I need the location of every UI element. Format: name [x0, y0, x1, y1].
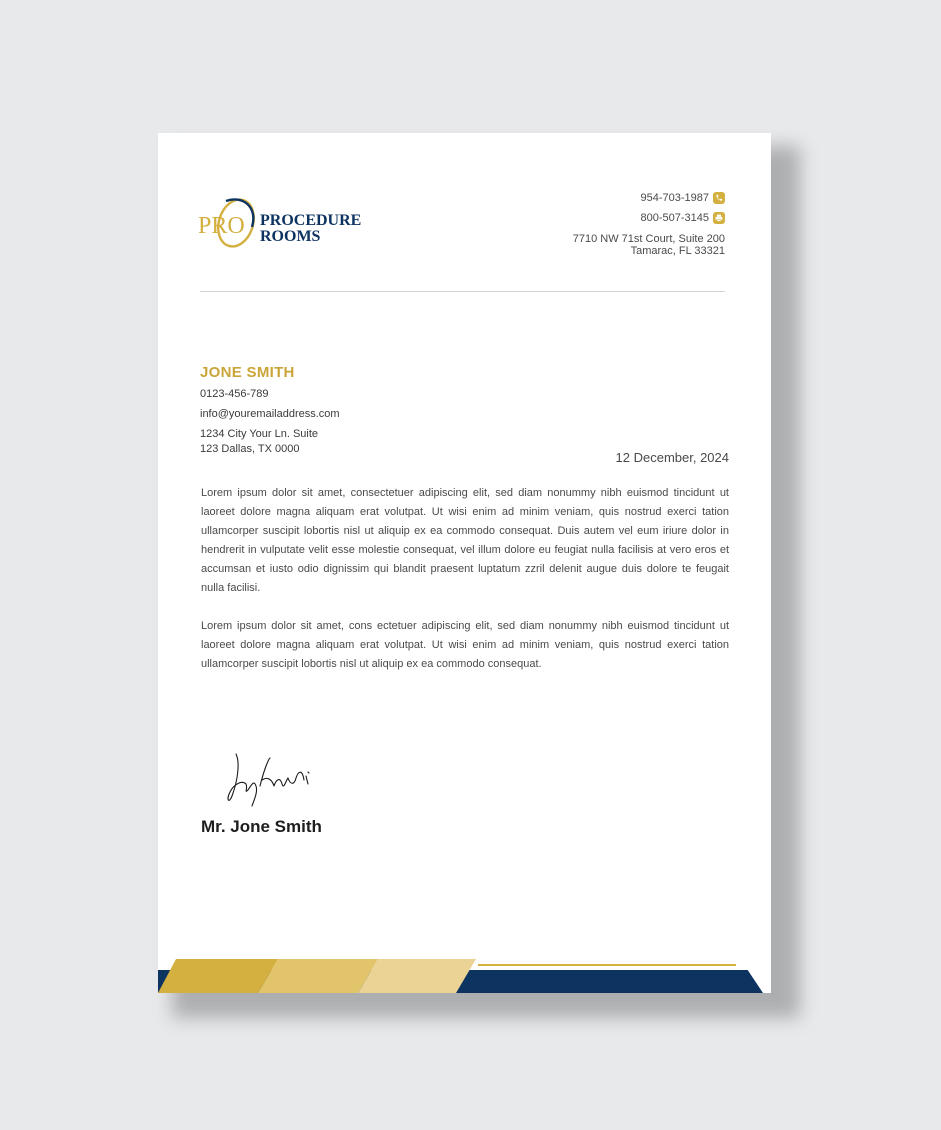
- footer-band: [158, 943, 771, 993]
- sender-name: JONE SMITH: [200, 364, 295, 381]
- sender-email: info@youremailaddress.com: [200, 408, 340, 420]
- footer-gold-block-1: [158, 959, 278, 993]
- letter-paragraph: Lorem ipsum dolor sit amet, consectetuer adipiscing elit, sed diam nonummy nibh euismod tincidunt ut laoreet dolore magna aliquam erat volutpat. Ut wisi enim ad minim veniam, quis nostrud exerci tation ullamcorper suscipit lobortis nisl ut aliquip ex ea commodo consequat. Duis autem vel eum iriure dolor in hendrerit in vulputate velit esse molestie consequat, vel illum dolore eu feugiat nulla facilisis at vero eros et accumsan et iusto odio dignissim qui blandit praesent luptatum zzril delenit augue duis dolore te feugait nulla facilisi.: [201, 487, 729, 594]
- company-fax-line: [573, 211, 725, 225]
- company-contact: [573, 191, 725, 257]
- sender-block: [200, 364, 340, 457]
- letter-date: 12 December, 2024: [615, 450, 729, 465]
- company-address-line2: Tamarac, FL 33321: [630, 245, 725, 257]
- header-divider: [200, 291, 725, 292]
- sender-phone: 0123-456-789: [200, 388, 269, 400]
- fax-icon: [713, 212, 725, 224]
- logo-line2: ROOMS: [260, 228, 321, 245]
- sender-address-line1: 1234 City Your Ln. Suite: [200, 428, 319, 440]
- letterhead-page: [158, 133, 771, 993]
- handwritten-signature: [224, 750, 324, 815]
- phone-icon: [713, 192, 725, 204]
- company-fax: 800-507-3145: [640, 212, 709, 224]
- company-address: [573, 233, 725, 257]
- company-address-line1: 7710 NW 71st Court, Suite 200: [572, 233, 725, 245]
- footer-gold-block-3: [358, 959, 476, 993]
- sender-address-line2: 123 Dallas, TX 0000: [200, 443, 300, 455]
- logo-mark: PRO: [198, 213, 245, 239]
- company-logo: [198, 197, 378, 255]
- company-phone-line: [573, 191, 725, 205]
- letter-paragraph: Lorem ipsum dolor sit amet, cons ectetuer adipiscing elit, sed diam nonummy nibh euismod tincidunt ut laoreet dolore magna aliquam erat volutpat. Ut wisi enim ad minim veniam, quis nostrud exerci tation ullamcorper suscipit lobortis nisl ut aliquip ex ea commodo consequat.: [201, 620, 729, 670]
- signer-name: Mr. Jone Smith: [201, 817, 322, 836]
- footer-gold-block-2: [258, 959, 378, 993]
- logo-line1: PROCEDURE: [260, 212, 362, 229]
- letter-body: [201, 484, 729, 693]
- company-phone: 954-703-1987: [640, 192, 709, 204]
